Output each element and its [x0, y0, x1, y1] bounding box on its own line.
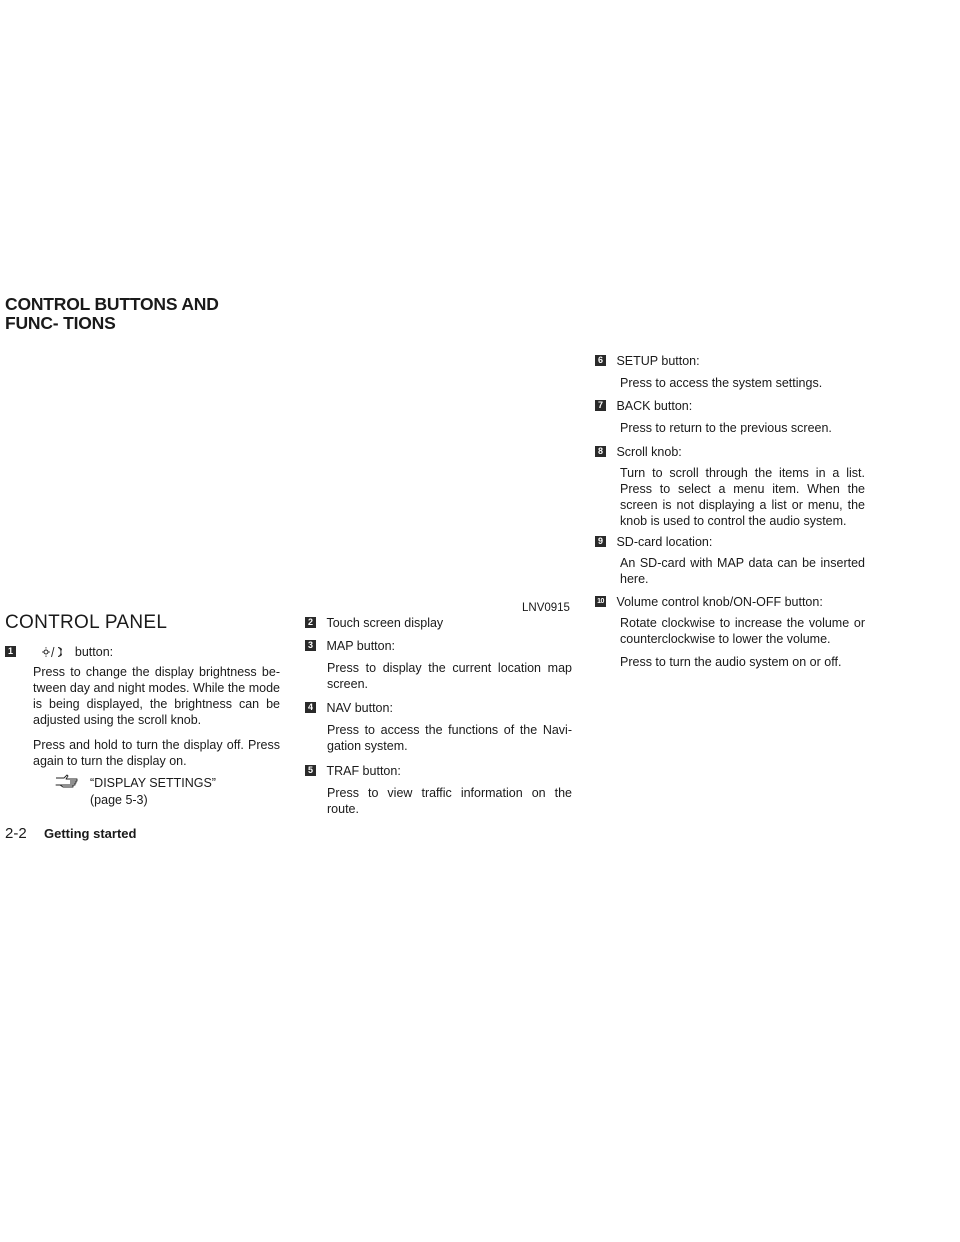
item-5: [305, 762, 401, 780]
item-1-description: Press to change the display brightness be- tween day and night modes. While the mode is being displayed, the brightness can be adjusted using the scroll knob.: [33, 665, 280, 727]
item-10-description: Rotate clockwise to increase the volume or counterclockwise to lower the volume.: [620, 616, 865, 646]
item-label: MAP button:: [326, 639, 396, 653]
reference-page[interactable]: (page 5-3): [90, 793, 148, 807]
item-number: 5: [305, 765, 316, 776]
item-10-description-2: Press to turn the audio system on or off.: [620, 655, 842, 669]
item-5-description: Press to view traffic information on the route.: [327, 786, 572, 816]
item-label: BACK button:: [616, 399, 693, 413]
item-7-description: Press to return to the previous screen.: [620, 421, 832, 435]
item-8: [595, 443, 682, 461]
item-1: [5, 643, 113, 661]
item-number: 7: [595, 400, 606, 411]
item-9-description: An SD-card with MAP data can be inserted here.: [620, 556, 865, 586]
item-4-description: Press to access the functions of the Navi- gation system.: [327, 723, 572, 753]
chapter-title: Getting started: [44, 826, 137, 841]
section-title: CONTROL BUTTONS AND FUNC- TIONS: [5, 294, 219, 333]
item-3-description: Press to display the current location map screen.: [327, 661, 572, 691]
page-number: 2-2: [5, 825, 27, 842]
item-label: Volume control knob/ON-OFF button:: [616, 595, 823, 609]
panel-heading: CONTROL PANEL: [5, 612, 168, 633]
item-label: SD-card location:: [616, 535, 713, 549]
reference-hand-icon: [55, 773, 79, 794]
item-number: 2: [305, 617, 316, 628]
item-number: 1: [5, 646, 16, 657]
item-4: [305, 699, 393, 717]
item-number: 3: [305, 640, 316, 651]
item-1-description-2: Press and hold to turn the display off. Press again to turn the display on.: [33, 738, 280, 768]
item-9: [595, 533, 712, 551]
item-6: [595, 352, 700, 370]
item-label: NAV button:: [326, 701, 393, 715]
item-label: Scroll knob:: [616, 445, 682, 459]
item-number: 8: [595, 446, 606, 457]
item-6-description: Press to access the system settings.: [620, 376, 823, 390]
item-number: 10: [595, 596, 606, 607]
item-label: TRAF button:: [326, 764, 401, 778]
item-label: Touch screen display: [326, 616, 444, 630]
item-label: SETUP button:: [616, 354, 700, 368]
figure-code: LNV0915: [522, 602, 570, 614]
item-2: [305, 614, 443, 632]
reference-title[interactable]: “DISPLAY SETTINGS”: [90, 776, 216, 790]
item-number: 4: [305, 702, 316, 713]
item-number: 9: [595, 536, 606, 547]
brightness-day-night-icon: [42, 643, 62, 661]
item-number: 6: [595, 355, 606, 366]
item-10: [595, 593, 823, 611]
item-8-description: Turn to scroll through the items in a list. Press to select a menu item. When the screen is not displaying a list or menu, the knob is used to control the audio system.: [620, 466, 865, 528]
item-7: [595, 397, 692, 415]
item-3: [305, 637, 395, 655]
item-label: button:: [74, 645, 114, 659]
